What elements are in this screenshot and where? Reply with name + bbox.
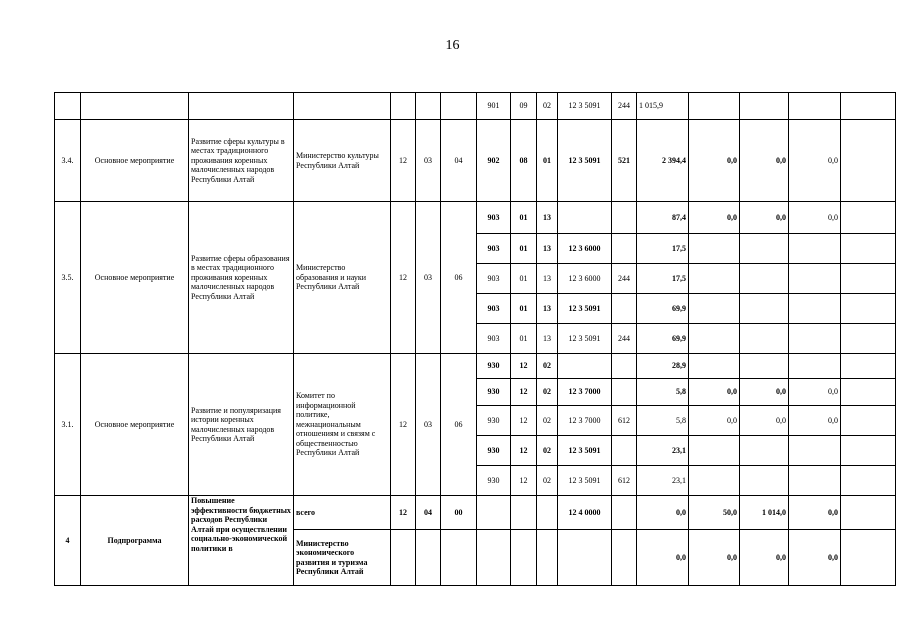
row-executor: Министерство образования и науки Республики Алтай [294,202,391,354]
row-status: Основное мероприятие [81,120,189,202]
cell-csr: 12 3 6000 [558,234,612,264]
cell-v3: 0,0 [740,120,789,202]
cell-pr: 01 [537,120,558,202]
cell-v1: 5,8 [637,379,689,406]
cell-v2: 0,0 [689,120,740,202]
cell-rz: 12 [511,379,537,406]
cell-pr: 02 [537,354,558,379]
cell-rz: 01 [511,234,537,264]
cell-om: 06 [441,202,477,354]
row-number: 3.5. [55,202,81,354]
cell-vr: 244 [612,264,637,294]
cell-rz: 01 [511,294,537,324]
cell-csr: 12 3 7000 [558,406,612,436]
cell-pp: 03 [416,120,441,202]
cell-csr: 12 3 5091 [558,93,612,120]
table-row [55,120,896,202]
cell-v1: 23,1 [637,436,689,466]
cell-v4: 0,0 [789,496,841,530]
cell-v1: 17,5 [637,234,689,264]
cell-rz: 01 [511,324,537,354]
cell-grbs: 930 [477,354,511,379]
row-number: 4 [55,496,81,586]
cell-pr: 02 [537,406,558,436]
cell-pr: 13 [537,324,558,354]
cell-v3: 1 014,0 [740,496,789,530]
cell-vr: 612 [612,406,637,436]
cell-rz: 01 [511,264,537,294]
row-number: 3.1. [55,354,81,496]
cell-rz: 09 [511,93,537,120]
cell-rz: 12 [511,466,537,496]
cell-pp: 04 [416,496,441,530]
row-executor-total: всего [294,496,391,530]
table-row [55,93,896,120]
cell-grbs: 903 [477,294,511,324]
cell-v1: 87,4 [637,202,689,234]
row-status: Основное мероприятие [81,354,189,496]
row-executor: Министерство экономического развития и туризма Республики Алтай [294,530,391,586]
cell-om: 04 [441,120,477,202]
cell-v1: 23,1 [637,466,689,496]
cell-grbs: 930 [477,466,511,496]
cell-gp: 12 [391,202,416,354]
cell-vr: 244 [612,324,637,354]
cell-v1: 0,0 [637,496,689,530]
cell-v2: 0,0 [689,202,740,234]
cell-v1: 69,9 [637,324,689,354]
cell-pp: 03 [416,354,441,496]
cell-v2: 0,0 [689,530,740,586]
cell-v3: 0,0 [740,379,789,406]
cell-grbs: 903 [477,324,511,354]
row-name: Развитие сферы образования в местах традиционного проживания коренных малочисленных народов Республики Алтай [189,202,294,354]
cell-v3: 0,0 [740,202,789,234]
cell-grbs: 903 [477,264,511,294]
cell-pr: 02 [537,379,558,406]
cell-v4: 0,0 [789,120,841,202]
cell-csr: 12 3 5091 [558,120,612,202]
table-row [55,202,896,234]
cell-grbs: 930 [477,436,511,466]
cell-pr: 13 [537,264,558,294]
cell-csr: 12 3 7000 [558,379,612,406]
page-number: 16 [445,38,460,53]
row-number: 3.4. [55,120,81,202]
cell-v1: 17,5 [637,264,689,294]
cell-csr: 12 3 5091 [558,466,612,496]
cell-v1: 5,8 [637,406,689,436]
cell-v2: 0,0 [689,379,740,406]
cell-v1: 69,9 [637,294,689,324]
cell-pr: 13 [537,234,558,264]
cell-csr: 12 3 5091 [558,294,612,324]
cell-rz: 08 [511,120,537,202]
cell-v1: 1 015,9 [637,93,689,120]
cell-grbs: 901 [477,93,511,120]
row-executor: Министерство культуры Республики Алтай [294,120,391,202]
cell-v3: 0,0 [740,530,789,586]
cell-grbs: 903 [477,234,511,264]
cell-vr: 521 [612,120,637,202]
cell-pr: 13 [537,202,558,234]
cell-gp: 12 [391,496,416,530]
cell-gp: 12 [391,120,416,202]
budget-table [54,92,896,586]
cell-pp: 03 [416,202,441,354]
cell-v1: 0,0 [637,530,689,586]
row-name: Повышение эффективности бюджетных расходов Республики Алтай при осуществлении социально-экономической политики в [189,496,294,586]
cell-v1: 2 394,4 [637,120,689,202]
table-row [55,354,896,379]
cell-pr: 13 [537,294,558,324]
cell-pr: 02 [537,93,558,120]
cell-csr: 12 3 6000 [558,264,612,294]
cell-csr: 12 3 5091 [558,324,612,354]
cell-vr: 244 [612,93,637,120]
cell-om: 06 [441,354,477,496]
cell-v1: 28,9 [637,354,689,379]
cell-v4: 0,0 [789,379,841,406]
cell-gp: 12 [391,354,416,496]
cell-om: 00 [441,496,477,530]
cell-vr: 612 [612,466,637,496]
cell-grbs: 930 [477,406,511,436]
row-name: Развитие сферы культуры в местах традиционного проживания коренных малочисленных народов Республики Алтай [189,120,294,202]
cell-rz: 12 [511,436,537,466]
cell-rz: 12 [511,354,537,379]
cell-grbs: 930 [477,379,511,406]
cell-csr: 12 3 5091 [558,436,612,466]
table-row [55,496,896,530]
cell-v4: 0,0 [789,406,841,436]
cell-v2: 50,0 [689,496,740,530]
cell-pr: 02 [537,436,558,466]
cell-grbs: 902 [477,120,511,202]
cell-rz: 01 [511,202,537,234]
row-status: Основное мероприятие [81,202,189,354]
cell-csr: 12 4 0000 [558,496,612,530]
cell-v4: 0,0 [789,530,841,586]
row-name: Развитие и популяризация истории коренных малочисленных народов Республики Алтай [189,354,294,496]
cell-pr: 02 [537,466,558,496]
row-executor: Комитет по информационной политике, межнациональным отношениям и связям с общественностью Республики Алтай [294,354,391,496]
cell-v3: 0,0 [740,406,789,436]
cell-rz: 12 [511,406,537,436]
cell-grbs: 903 [477,202,511,234]
cell-v2: 0,0 [689,406,740,436]
cell-v4: 0,0 [789,202,841,234]
row-status: Подпрограмма [81,496,189,586]
